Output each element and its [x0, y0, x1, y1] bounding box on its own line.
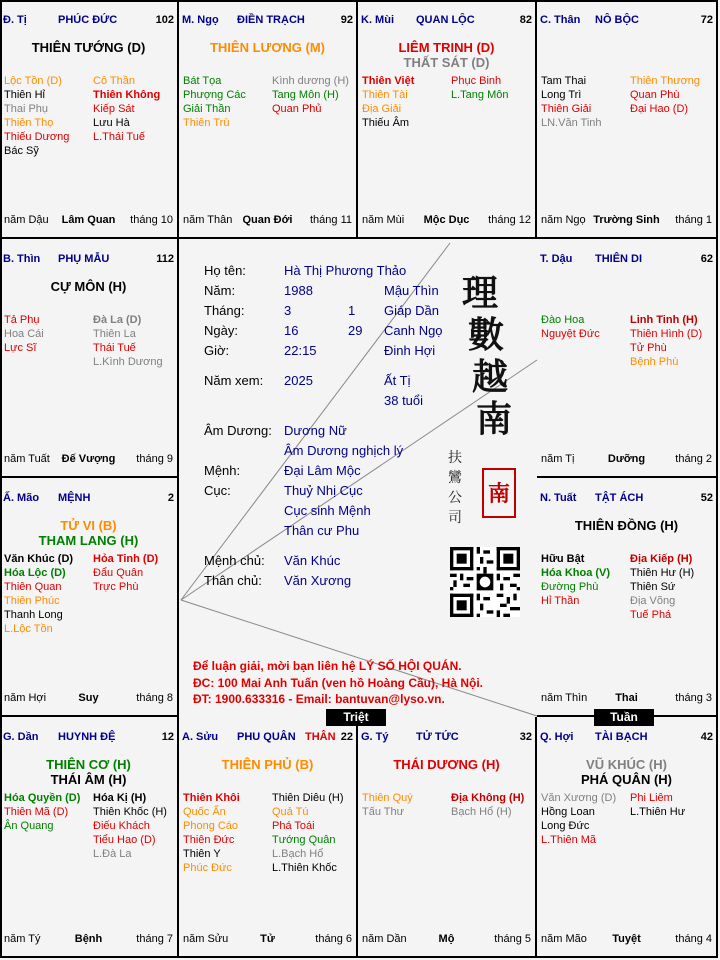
life-stage: Mộ — [438, 933, 455, 945]
star: Hỏa Tinh (D) — [93, 553, 159, 565]
palace-branch: B. Thìn — [3, 253, 41, 265]
star: L.Thiên Khốc — [272, 862, 337, 875]
star: Phượng Các — [183, 89, 246, 102]
star: Văn Xương (D) — [541, 792, 617, 804]
star: Thiên Thương — [630, 75, 701, 87]
life-stage: Bệnh — [74, 933, 103, 945]
calligraphy-char: 理 — [462, 272, 499, 314]
limit-month: tháng 5 — [494, 933, 531, 945]
star: Thiên Phúc — [4, 595, 60, 608]
main-star: THAM LANG (H) — [38, 533, 139, 548]
palace-branch: K. Mùi — [361, 14, 394, 26]
palace-branch: C. Thân — [540, 14, 581, 26]
star: Hoa Cái — [4, 328, 44, 341]
life-stage: Quan Đới — [242, 214, 293, 226]
life-stage: Tuyệt — [612, 933, 641, 945]
main-star: THIÊN CƠ (H) — [46, 757, 131, 772]
limit-year: năm Thìn — [541, 692, 588, 704]
star: Kình dương (H) — [272, 75, 349, 87]
main-star: THÁI ÂM (H) — [50, 772, 127, 787]
brand-small-char: 扶 — [448, 450, 462, 466]
limit-month: tháng 1 — [675, 214, 712, 226]
palace-score: 12 — [161, 731, 174, 743]
star: Tam Thai — [541, 75, 587, 87]
star: Thiên Việt — [362, 75, 415, 87]
limit-month: tháng 10 — [130, 214, 173, 226]
star: Thiên Y — [183, 848, 221, 861]
palace-branch: N. Tuất — [540, 492, 577, 504]
star: Lưu Hà — [93, 117, 130, 130]
limit-year: năm Dậu — [4, 214, 49, 226]
name-label: Họ tên: — [204, 263, 246, 278]
star: Thiên Diêu (H) — [272, 792, 344, 804]
limit-year: năm Sửu — [183, 933, 229, 945]
limit-year: năm Tuất — [4, 453, 50, 465]
limit-month: tháng 2 — [675, 453, 712, 465]
star: Trực Phù — [93, 581, 139, 594]
palace-name: THIÊN DI — [595, 253, 643, 265]
palace-branch: G. Tý — [361, 731, 389, 743]
seal-char: 南 — [487, 481, 510, 507]
star: L.Đà La — [93, 848, 132, 861]
palace-name: PHÚC ĐỨC — [58, 14, 118, 26]
star: Đà La (D) — [93, 314, 142, 326]
palace-branch: T. Dậu — [540, 253, 573, 265]
star: Thiên Sứ — [630, 581, 676, 594]
contact-line-1: Để luận giải, mời bạn liên hệ LÝ SỐ HỘI QUÁN. — [193, 659, 462, 673]
limit-month: tháng 3 — [675, 692, 712, 704]
star: Phục Binh — [451, 75, 502, 87]
star: Ân Quang — [4, 820, 54, 833]
star: Hóa Lộc (D) — [4, 567, 66, 580]
star: Thiên Hư (H) — [630, 567, 695, 580]
palace-score: 62 — [700, 253, 713, 265]
star: Lực Sĩ — [4, 342, 37, 355]
birth-hour: 22:15 — [284, 343, 317, 358]
life-stage: Lâm Quan — [61, 214, 116, 226]
star: Phá Toái — [272, 820, 315, 833]
star: L.Thiên Hư — [630, 806, 686, 819]
limit-month: tháng 9 — [136, 453, 173, 465]
cuc-note: Cục sinh Mệnh — [284, 503, 371, 518]
birth-year: 1988 — [284, 283, 313, 298]
star: Địa Không (H) — [451, 792, 525, 804]
star: Phong Cáo — [183, 820, 239, 833]
palace-name: HUYNH ĐỆ — [58, 731, 116, 743]
star: Tướng Quân — [272, 834, 336, 847]
limit-year: năm Mùi — [362, 214, 405, 226]
brand-small-char: 司 — [448, 510, 462, 526]
star: L.Kình Dương — [93, 356, 163, 369]
limit-year: năm Dần — [362, 933, 407, 945]
than-marker: THÂN — [305, 731, 336, 743]
palace-branch: Q. Hợi — [540, 731, 574, 743]
life-stage: Dưỡng — [607, 453, 646, 465]
star: Thiên Thọ — [4, 117, 54, 130]
limit-month: tháng 8 — [136, 692, 173, 704]
limit-month: tháng 11 — [309, 214, 352, 226]
star: Thái Tuế — [93, 342, 136, 355]
star: Giải Thần — [183, 103, 231, 116]
age: 38 tuổi — [384, 393, 424, 408]
calligraphy-char: 南 — [476, 398, 513, 440]
life-stage: Suy — [78, 692, 99, 704]
star: Tang Môn (H) — [272, 89, 339, 102]
birth-month: 3 — [284, 303, 292, 318]
star: Thai Phụ — [4, 103, 49, 116]
star: Thiên Hỉ — [4, 89, 45, 102]
menh-label: Mệnh: — [204, 463, 241, 478]
palace-score: 22 — [340, 731, 353, 743]
view-year-can-chi: Ất Tị — [384, 373, 411, 388]
star: Thiên Quan — [4, 581, 62, 594]
star: Cô Thần — [93, 75, 135, 87]
star: L.Tang Môn — [451, 89, 509, 102]
limit-month: tháng 4 — [675, 933, 712, 945]
person-name: Hà Thị Phương Thảo — [284, 263, 407, 278]
star: Thiên Giải — [541, 103, 592, 116]
star: Thiên Không — [93, 89, 161, 102]
star: Long Trì — [541, 89, 582, 102]
star: Bát Tọa — [183, 75, 222, 87]
limit-year: năm Hợi — [4, 692, 47, 704]
palace-branch: M. Ngọ — [182, 14, 219, 26]
palace-name: NÔ BỘC — [595, 14, 639, 26]
view-year: 2025 — [284, 373, 313, 388]
star: Thiên Tài — [362, 89, 408, 102]
star: Quan Phù — [630, 89, 680, 102]
lunar-day: 29 — [348, 323, 363, 338]
star: Thiên Hình (D) — [630, 328, 703, 341]
limit-month: tháng 7 — [136, 933, 173, 945]
star: Kiếp Sát — [93, 103, 135, 116]
limit-year: năm Mão — [541, 933, 587, 945]
star: Thiên Đức — [183, 834, 235, 847]
birth-day: 16 — [284, 323, 299, 338]
life-stage: Trường Sinh — [593, 214, 660, 226]
main-star: THIÊN LƯƠNG (M) — [209, 40, 326, 55]
star: Thiên Trù — [183, 117, 230, 130]
triet-tag: Triệt — [326, 709, 386, 726]
palace-score: 92 — [340, 14, 353, 26]
cuc: Thuỷ Nhị Cục — [284, 483, 363, 498]
star: L.Lộc Tồn — [4, 623, 53, 636]
star: L.Thiên Mã — [541, 834, 597, 847]
life-stage: Đế Vượng — [61, 453, 116, 465]
calligraphy-char: 越 — [472, 356, 509, 398]
star: Tuế Phá — [630, 609, 672, 622]
limit-year: năm Thân — [183, 214, 233, 226]
main-star: CỰ MÔN (H) — [50, 279, 127, 294]
palace-branch: G. Dần — [3, 731, 39, 743]
main-star: VŨ KHÚC (H) — [586, 757, 667, 772]
star: Thanh Long — [4, 609, 63, 622]
star: Quả Tú — [272, 806, 309, 819]
star: Phi Liêm — [630, 792, 673, 804]
limit-year: năm Tị — [541, 453, 575, 465]
palace-name: ĐIỀN TRẠCH — [237, 14, 305, 26]
star: Hóa Khoa (V) — [541, 567, 611, 580]
star: Địa Giải — [362, 103, 402, 116]
yinyang-note: Âm Dương nghịch lý — [284, 443, 404, 458]
star: Địa Võng — [630, 595, 676, 608]
star: Quan Phủ — [272, 103, 322, 116]
star: Thiên La — [93, 328, 136, 341]
palace-name: QUAN LỘC — [416, 14, 475, 26]
month-can-chi: Giáp Dần — [384, 303, 439, 318]
palace-branch: Ấ. Mão — [3, 492, 40, 504]
star: Tấu Thư — [362, 806, 405, 819]
star: Phúc Đức — [183, 862, 232, 875]
menh: Đại Lâm Mộc — [284, 463, 361, 478]
star: Thiên Mã (D) — [4, 806, 69, 819]
lunar-month: 1 — [348, 303, 356, 318]
star: Tả Phụ — [4, 314, 40, 326]
limit-year: năm Tý — [4, 933, 41, 945]
palace-score: 82 — [519, 14, 532, 26]
palace-score: 52 — [700, 492, 713, 504]
star: LN.Văn Tinh — [541, 117, 602, 130]
red-seal — [482, 468, 516, 518]
brand-small-char: 公 — [448, 490, 462, 506]
contact-line-3: ĐT: 1900.633316 - Email: bantuvan@lyso.vn. — [193, 692, 445, 706]
palace-name: MỆNH — [58, 492, 91, 504]
palace-name: PHỤ MẪU — [58, 253, 110, 265]
main-star: THIÊN PHỦ (B) — [221, 757, 314, 772]
star: Bác Sỹ — [4, 145, 39, 158]
star: Bệnh Phù — [630, 356, 679, 369]
limit-month: tháng 6 — [315, 933, 352, 945]
star: Long Đức — [541, 820, 590, 833]
day-can-chi: Canh Ngọ — [384, 323, 443, 338]
star: Linh Tinh (H) — [630, 314, 698, 326]
contact-line-2: ĐC: 100 Mai Anh Tuấn (ven hồ Hoàng Cầu), Hà Nội. — [193, 676, 484, 690]
star: Hữu Bật — [541, 553, 585, 565]
star: Điếu Khách — [93, 820, 150, 833]
star: Hóa Quyền (D) — [4, 792, 81, 804]
star: Bạch Hổ (H) — [451, 806, 512, 819]
main-star: THIÊN TƯỚNG (D) — [31, 40, 146, 55]
brand-calligraphy — [462, 272, 522, 440]
main-star: THIÊN ĐỒNG (H) — [574, 518, 679, 533]
than-chu-label: Thân chủ: — [204, 573, 262, 588]
star: Đại Hao (D) — [630, 103, 689, 116]
star: Đẩu Quân — [93, 567, 144, 580]
limit-year: năm Ngọ — [541, 214, 586, 226]
month-label: Tháng: — [204, 303, 245, 318]
main-star: THẤT SÁT (D) — [403, 55, 490, 70]
star: L.Thái Tuế — [93, 131, 145, 144]
palace-name: TẬT ÁCH — [595, 492, 644, 504]
palace-name: PHU QUÂN — [237, 731, 296, 743]
calligraphy-char: 數 — [468, 314, 505, 356]
cuc-label: Cục: — [204, 483, 231, 498]
star: Hóa Kị (H) — [93, 792, 147, 804]
hour-can-chi: Đinh Hợi — [384, 343, 436, 358]
brand-small-char: 鸞 — [448, 470, 462, 486]
palace-score: 72 — [700, 14, 713, 26]
main-star: THÁI DƯƠNG (H) — [393, 757, 500, 772]
year-can-chi: Mậu Thìn — [384, 283, 439, 298]
yinyang: Dương Nữ — [284, 423, 347, 438]
star: Lộc Tồn (D) — [4, 75, 62, 87]
palace-branch: Đ. Tị — [3, 14, 27, 26]
palace-score: 112 — [156, 253, 174, 265]
palace-branch: A. Sửu — [182, 731, 219, 743]
star: Thiên Khốc (H) — [93, 806, 167, 819]
than-cu: Thân cư Phu — [284, 523, 360, 538]
star: Hồng Loan — [541, 806, 595, 819]
life-stage: Thai — [615, 692, 638, 704]
tuan-tag: Tuần — [594, 709, 654, 726]
than-chu: Văn Xương — [284, 573, 352, 588]
main-star: TỬ VI (B) — [60, 518, 117, 533]
palace-score: 32 — [519, 731, 532, 743]
limit-month: tháng 12 — [488, 214, 531, 226]
star: Quốc Ấn — [183, 806, 226, 819]
star: Văn Khúc (D) — [4, 553, 74, 565]
star: L.Bạch Hổ — [272, 848, 324, 861]
life-stage: Mộc Dục — [423, 214, 470, 226]
main-star: PHÁ QUÂN (H) — [581, 772, 672, 787]
palace-score: 2 — [167, 492, 174, 504]
qr-code[interactable] — [450, 547, 520, 617]
day-label: Ngày: — [204, 323, 238, 338]
view-year-label: Năm xem: — [204, 373, 264, 388]
menh-chu-label: Mệnh chủ: — [204, 553, 265, 568]
yinyang-label: Âm Dương: — [204, 423, 272, 438]
hour-label: Giờ: — [204, 343, 230, 358]
life-stage: Tử — [260, 933, 275, 945]
star: Tiểu Hao (D) — [93, 834, 156, 847]
star: Địa Kiếp (H) — [630, 553, 693, 565]
star: Hỉ Thần — [541, 595, 580, 608]
star: Nguyệt Đức — [541, 328, 600, 341]
palace-name: TÀI BẠCH — [595, 731, 648, 743]
star: Thiếu Dương — [4, 131, 70, 144]
star: Thiếu Âm — [362, 117, 410, 130]
menh-chu: Văn Khúc — [284, 553, 341, 568]
year-label: Năm: — [204, 283, 236, 298]
palace-name: TỬ TỨC — [416, 731, 459, 743]
palace-score: 42 — [700, 731, 713, 743]
brand-small-text — [448, 448, 468, 528]
star: Đào Hoa — [541, 314, 585, 326]
star: Tử Phù — [630, 342, 667, 355]
palace-score: 102 — [155, 14, 174, 26]
star: Thiên Quý — [362, 792, 413, 804]
star: Đường Phù — [541, 581, 599, 594]
star: Thiên Khôi — [183, 792, 240, 804]
main-star: LIÊM TRINH (D) — [398, 40, 495, 55]
